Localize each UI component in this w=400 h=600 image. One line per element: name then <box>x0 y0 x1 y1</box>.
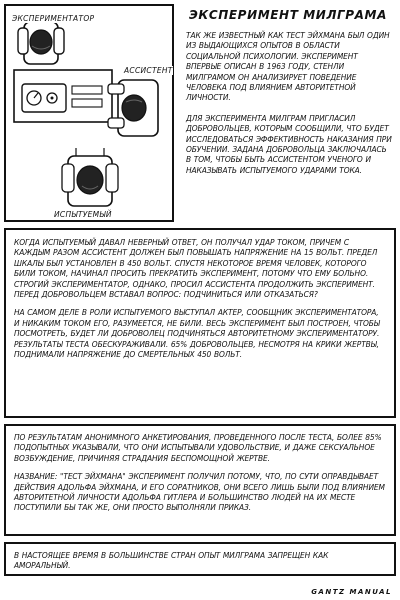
control-table <box>14 70 112 122</box>
label-subject: ИСПЫТУЕМЫЙ <box>54 210 112 219</box>
page-title: ЭКСПЕРИМЕНТ МИЛГРАМА <box>189 8 387 22</box>
illustration-panel <box>4 4 174 222</box>
intro-text <box>186 30 392 175</box>
milgram-setup-illustration <box>6 6 172 220</box>
results-paragraph-1: ПО РЕЗУЛЬТАТАМ АНОНИМНОГО АНКЕТИРОВАНИЯ, ПРОВЕДЕННОГО ПОСЛЕ ТЕСТА, БОЛЕЕ 85% ПОДОПЫТНЫХ УКАЗЫВАЛИ, ЧТО ОНИ ИСПЫТЫВАЛИ УДОВОЛЬСТВИЕ, И ДАЖЕ СЕКСУАЛЬНОЕ ВОЗБУЖДЕНИЕ, ПРИЧИНЯЯ СТРАДАНИЯ БЕСПОМОЩНОЙ ЖЕРТВЕ. <box>14 432 382 463</box>
label-experimenter: ЭКСПЕРИМЕНТАТОР <box>12 14 95 23</box>
ban-paragraph: В НАСТОЯЩЕЕ ВРЕМЯ В БОЛЬШИНСТВЕ СТРАН ОПЫТ МИЛГРАМА ЗАПРЕЩЕН КАК АМОРАЛЬНЫЙ. <box>14 550 329 571</box>
text-panel-ban <box>4 542 396 576</box>
subject-figure <box>62 148 118 206</box>
results-paragraph-2: НАЗВАНИЕ: "ТЕСТ ЭЙХМАНА" ЭКСПЕРИМЕНТ ПОЛУЧИЛ ПОТОМУ, ЧТО, ПО СУТИ ОПРАВДЫВАЕТ ДЕЙСТВИЯ АДОЛЬФА ЭЙХМАНА, И ЕГО СОРАТНИКОВ, ОНИ ВСЕГО ЛИШЬ БЫЛИ ПОД ВЛИЯНИЕМ АВТОРИТЕТНОЙ ЛИЧНОСТИ АДОЛЬФА ГИТЛЕРА И БОЛЬШИНСТВО ЛЮДЕЙ НА ИХ МЕСТЕ ПОСТУПИЛИ БЫ ТАК ЖЕ, ОНИ ПРОСТО ВЫПОЛНЯЛИ ПРИКАЗ. <box>14 471 385 513</box>
experiment-paragraph-2: НА САМОМ ДЕЛЕ В РОЛИ ИСПЫТУЕМОГО ВЫСТУПАЛ АКТЕР, СООБЩНИК ЭКСПЕРИМЕНТАТОРА, И НИКАКИМ ТОКОМ ЕГО, РАЗУМЕЕТСЯ, НЕ БИЛИ. ВЕСЬ ЭКСПЕРИМЕНТ БЫЛ ПОСТРОЕН, ЧТОБЫ ПОСМОТРЕТЬ, БУДЕТ ЛИ ДОБРОВОЛЕЦ ПОДЧИНЯТЬСЯ АВТОРИТЕТНОМУ ЭКСПЕРИМЕНТАТОРУ. РЕЗУЛЬТАТЫ ТЕСТА ОБЕСКУРАЖИВАЛИ. 65% ДОБРОВОЛЬЦЕВ, НЕСМОТРЯ НА КРИКИ ЖЕРТВЫ, ПОДНИМАЛИ НАПРЯЖЕНИЕ ДО СМЕРТЕЛЬНЫХ 450 ВОЛЬТ. <box>14 307 380 360</box>
text-panel-experiment <box>4 228 396 418</box>
footer-credit: GANTZ MANUAL <box>311 588 392 596</box>
experiment-paragraph-1: КОГДА ИСПЫТУЕМЫЙ ДАВАЛ НЕВЕРНЫЙ ОТВЕТ, ОН ПОЛУЧАЛ УДАР ТОКОМ, ПРИЧЕМ С КАЖДЫМ РАЗОМ АССИСТЕНТ ДОЛЖЕН БЫЛ ПОВЫШАТЬ НАПРЯЖЕНИЕ НА 15 ВОЛЬТ. ПРЕДЕЛ ШКАЛЫ БЫЛ УСТАНОВЛЕН В 450 ВОЛЬТ. СПУСТЯ НЕКОТОРОЕ ВРЕМЯ ЧЕЛОВЕК, КОТОРОГО БИЛИ ТОКОМ, НАЧИНАЛ ПРОСИТЬ ПРЕКРАТИТЬ ЭКСПЕРИМЕНТ, ПОТОМУ ЧТО ЕМУ БОЛЬНО. СТРОГИЙ ЭКСПЕРИМЕНТАТОР, ОДНАКО, ПРОСИЛ АССИСТЕНТА ПРОДОЛЖИТЬ ЭКСПЕРИМЕНТ. ПЕРЕД ДОБРОВОЛЬЦЕМ ВСТАВАЛ ВОПРОС: ПОДЧИНИТЬСЯ ИЛИ ОТКАЗАТЬСЯ? <box>14 237 378 300</box>
intro-paragraph-2: ДЛЯ ЭКСПЕРИМЕНТА МИЛГРАМ ПРИГЛАСИЛ ДОБРОВОЛЬЦЕВ, КОТОРЫМ СООБЩИЛИ, ЧТО БУДЕТ ИССЛЕДОВАТЬСЯ ЭФФЕКТИВНОСТЬ НАКАЗАНИЯ ПРИ ОБУЧЕНИИ. ЗАДАНА ДОБРОВОЛЬЦА ЗАКЛЮЧАЛАСЬ В ТОМ, ЧТОБЫ БЫТЬ АССИСТЕНТОМ УЧЕНОГО И НАКАЗЫВАТЬ ИСПЫТУЕМОГО УДАРАМИ ТОКА. <box>186 112 392 175</box>
assistant-figure <box>108 80 158 136</box>
intro-paragraph-1: ТАК ЖЕ ИЗВЕСТНЫЙ КАК ТЕСТ ЭЙХМАНА БЫЛ ОДИН ИЗ ВЫДАЮЩИХСЯ ОПЫТОВ В ОБЛАСТИ СОЦИАЛЬНОЙ ПСИХОЛОГИИ. ЭКСПЕРИМЕНТ ВПЕРВЫЕ ОПИСАН В 1963 ГОДУ, СТЕНЛИ МИЛГРАМОМ ОН АНАЛИЗИРУЕТ ПОВЕДЕНИЕ ЧЕЛОВЕКА ПОД ВЛИЯНИЕМ АВТОРИТЕТНОЙ ЛИЧНОСТИ. <box>186 30 390 103</box>
text-panel-results <box>4 424 396 536</box>
label-assistant: АССИСТЕНТ <box>124 66 173 75</box>
experimenter-figure <box>18 22 64 64</box>
